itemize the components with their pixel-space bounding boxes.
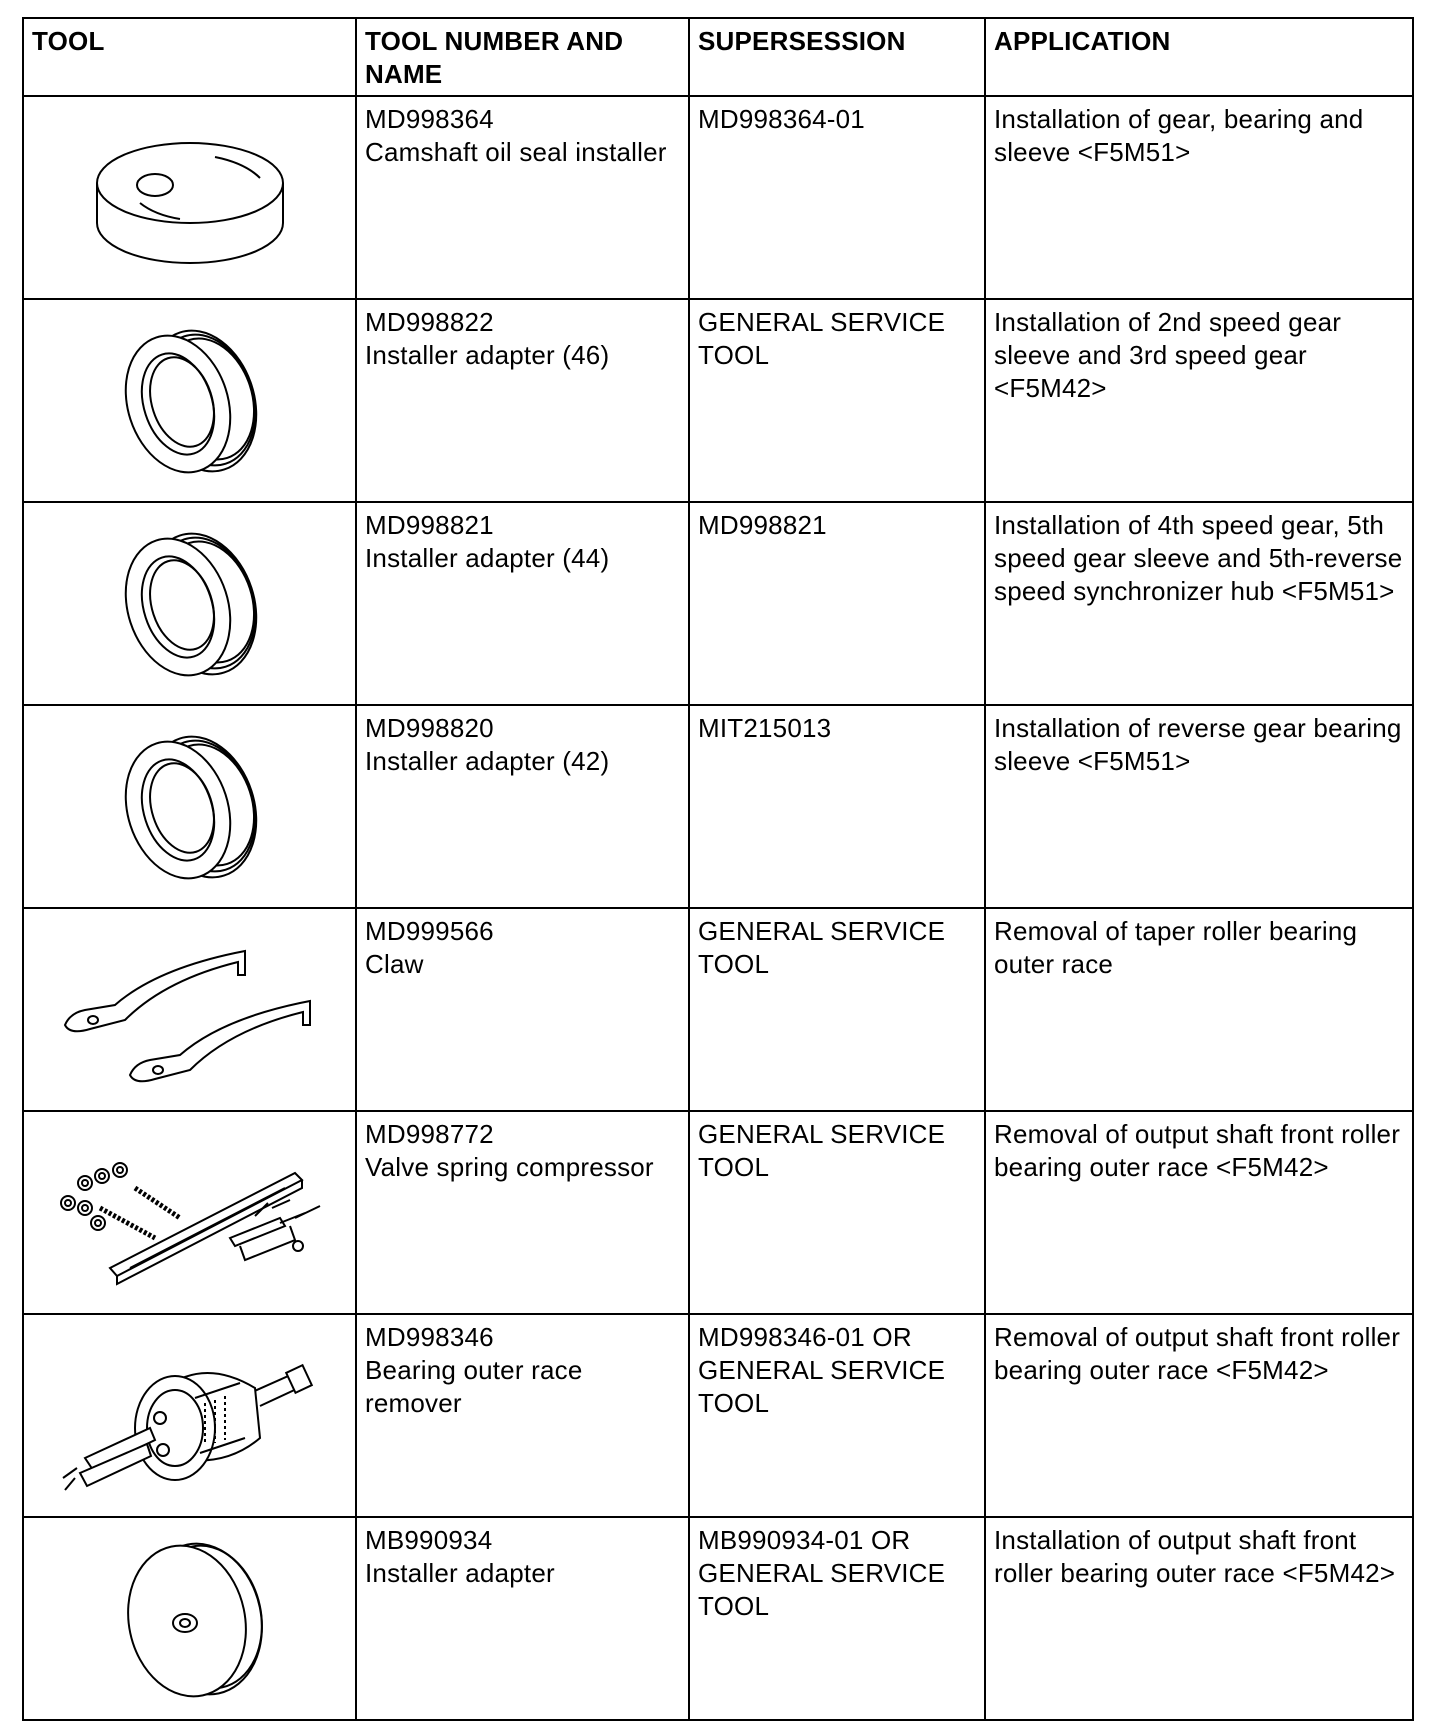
table-row: [23, 705, 1413, 908]
tool-number: MD998822: [365, 307, 494, 337]
supersession-cell: MD998364-01: [689, 96, 985, 299]
bearing-outer-race-remover-icon: [55, 1328, 325, 1503]
supersession-cell: MD998346-01 OR GENERAL SERVICE TOOL: [689, 1314, 985, 1517]
header-supersession: SUPERSESSION: [689, 18, 985, 96]
supersession-cell: MB990934-01 OR GENERAL SERVICE TOOL: [689, 1517, 985, 1720]
tool-number: MD999566: [365, 916, 494, 946]
tool-name: Installer adapter (44): [365, 543, 610, 573]
supersession-cell: MD998821: [689, 502, 985, 705]
tool-name: Camshaft oil seal installer: [365, 137, 667, 167]
application-cell: Installation of gear, bearing and sleeve <F5M51>: [985, 96, 1413, 299]
installer-adapter-ring-icon: [110, 316, 270, 486]
tool-illustration-cell: [23, 1111, 356, 1314]
tool-number: MD998346: [365, 1322, 494, 1352]
header-tool-number-and-name: TOOL NUMBER AND NAME: [356, 18, 689, 96]
table-row: [23, 908, 1413, 1111]
tool-illustration-cell: [23, 908, 356, 1111]
tool-number-name-cell: [356, 1314, 689, 1517]
valve-spring-compressor-icon: [40, 1128, 340, 1298]
tool-illustration-cell: [23, 502, 356, 705]
application-cell: Removal of output shaft front roller bearing outer race <F5M42>: [985, 1314, 1413, 1517]
table-row: [23, 299, 1413, 502]
tool-number-name-cell: [356, 1517, 689, 1720]
table-row: [23, 1517, 1413, 1720]
tool-name: Valve spring compressor: [365, 1152, 654, 1182]
tool-number-name-cell: [356, 299, 689, 502]
table-row: [23, 1314, 1413, 1517]
application-cell: Installation of 2nd speed gear sleeve and 3rd speed gear <F5M42>: [985, 299, 1413, 502]
supersession-cell: GENERAL SERVICE TOOL: [689, 299, 985, 502]
application-cell: Removal of output shaft front roller bearing outer race <F5M42>: [985, 1111, 1413, 1314]
tool-number-name-cell: [356, 502, 689, 705]
supersession-cell: GENERAL SERVICE TOOL: [689, 908, 985, 1111]
tool-number-name-cell: [356, 1111, 689, 1314]
table-row: [23, 502, 1413, 705]
header-application: APPLICATION: [985, 18, 1413, 96]
tool-number-name-cell: [356, 908, 689, 1111]
supersession-cell: GENERAL SERVICE TOOL: [689, 1111, 985, 1314]
tool-illustration-cell: [23, 299, 356, 502]
tool-number-name-cell: [356, 96, 689, 299]
tool-name: Installer adapter (42): [365, 746, 610, 776]
application-cell: Removal of taper roller bearing outer race: [985, 908, 1413, 1111]
tool-number: MD998821: [365, 510, 494, 540]
tool-number-name-cell: [356, 705, 689, 908]
tool-number: MD998772: [365, 1119, 494, 1149]
installer-adapter-ring-icon: [110, 722, 270, 892]
table-row: [23, 96, 1413, 299]
tool-name: Installer adapter: [365, 1558, 555, 1588]
application-cell: Installation of reverse gear bearing sleeve <F5M51>: [985, 705, 1413, 908]
tool-name: Claw: [365, 949, 424, 979]
tool-name: Bearing outer race remover: [365, 1355, 583, 1418]
special-tools-table: [22, 17, 1414, 1721]
tool-illustration-cell: [23, 705, 356, 908]
installer-adapter-disc-icon: [105, 1531, 275, 1706]
table-row: [23, 1111, 1413, 1314]
application-cell: Installation of 4th speed gear, 5th speed gear sleeve and 5th-reverse speed synchronizer hub <F5M51>: [985, 502, 1413, 705]
installer-adapter-ring-icon: [110, 519, 270, 689]
application-cell: Installation of output shaft front roller bearing outer race <F5M42>: [985, 1517, 1413, 1720]
supersession-cell: MIT215013: [689, 705, 985, 908]
camshaft-oil-seal-installer-icon: [85, 123, 295, 273]
header-tool: TOOL: [23, 18, 356, 96]
special-tools-sheet: [22, 17, 1412, 1721]
tool-name: Installer adapter (46): [365, 340, 610, 370]
claw-icon: [45, 925, 335, 1095]
tool-illustration-cell: [23, 96, 356, 299]
tool-number: MD998820: [365, 713, 494, 743]
header-row: [23, 18, 1413, 96]
tool-number: MB990934: [365, 1525, 493, 1555]
tool-illustration-cell: [23, 1517, 356, 1720]
tool-number: MD998364: [365, 104, 494, 134]
tool-illustration-cell: [23, 1314, 356, 1517]
